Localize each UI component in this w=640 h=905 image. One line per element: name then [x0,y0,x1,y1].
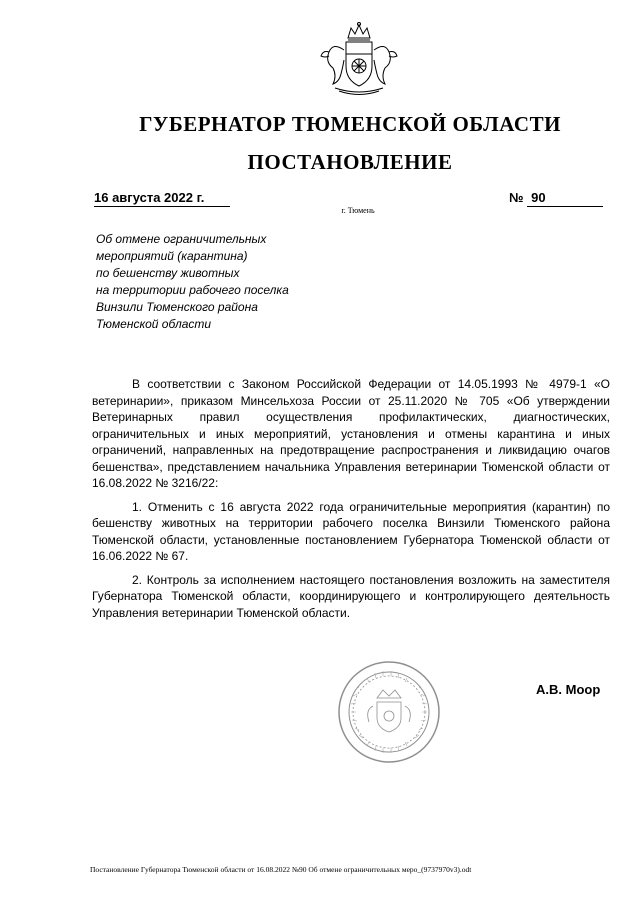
clause-1-paragraph: 1. Отменить с 16 августа 2022 года ограничительные мероприятия (карантин) по бешенству животных на территории рабочего поселка Винзили Тюменского района Тюменской области, установленные постановлением Губернатора Тюменской области от 16.06.2022 № 67. [92,499,610,563]
document-date: 16 августа 2022 г. [94,190,230,207]
footer-file-reference: Постановление Губернатора Тюменской области от 16.08.2022 №90 Об отмене ограничительных меро_(9737970v3).odt [90,865,472,874]
document-body [92,376,610,628]
document-subject [96,231,356,333]
subject-line: на территории рабочего поселка [96,283,289,297]
number-value: 90 [527,190,603,207]
clause-2-paragraph: 2. Контроль за исполнением настоящего постановления возложить на заместителя Губернатора Тюменской области, координирующего и контролирующего деятельность Управления ветеринарии Тюменской области. [92,572,610,620]
official-seal-stamp-icon [337,660,441,764]
preamble-paragraph: В соответствии с Законом Российской Федерации от 14.05.1993 № 4979-1 «О ветеринарии», приказом Минсельхоза России от 25.11.2020 № 705 «Об утверждении Ветеринарных правил осуществления профилактических, диагностических, ограничительных и иных мероприятий, установления и отмены карантина и иных ограничений, направленных на предотвращение распространения и ликвидацию очагов бешенства», представлением начальника Управления ветеринарии Тюменской области от 16.08.2022 № 3216/22: [92,377,610,490]
authority-title: ГУБЕРНАТОР ТЮМЕНСКОЙ ОБЛАСТИ [139,112,561,136]
signatory-name: А.В. Моор [536,682,601,697]
number-label: № [509,190,524,205]
subject-line: Винзили Тюменского района [96,300,258,314]
subject-line: мероприятий (карантина) [96,249,248,263]
subject-line: по бешенству животных [96,266,240,280]
tyumen-region-coat-of-arms-icon [315,20,403,98]
subject-line: Тюменской области [96,317,212,331]
subject-line: Об отмене ограничительных [96,232,267,246]
document-type: ПОСТАНОВЛЕНИЕ [247,150,453,174]
document-city: г. Тюмень [341,206,375,215]
document-number [509,190,603,207]
